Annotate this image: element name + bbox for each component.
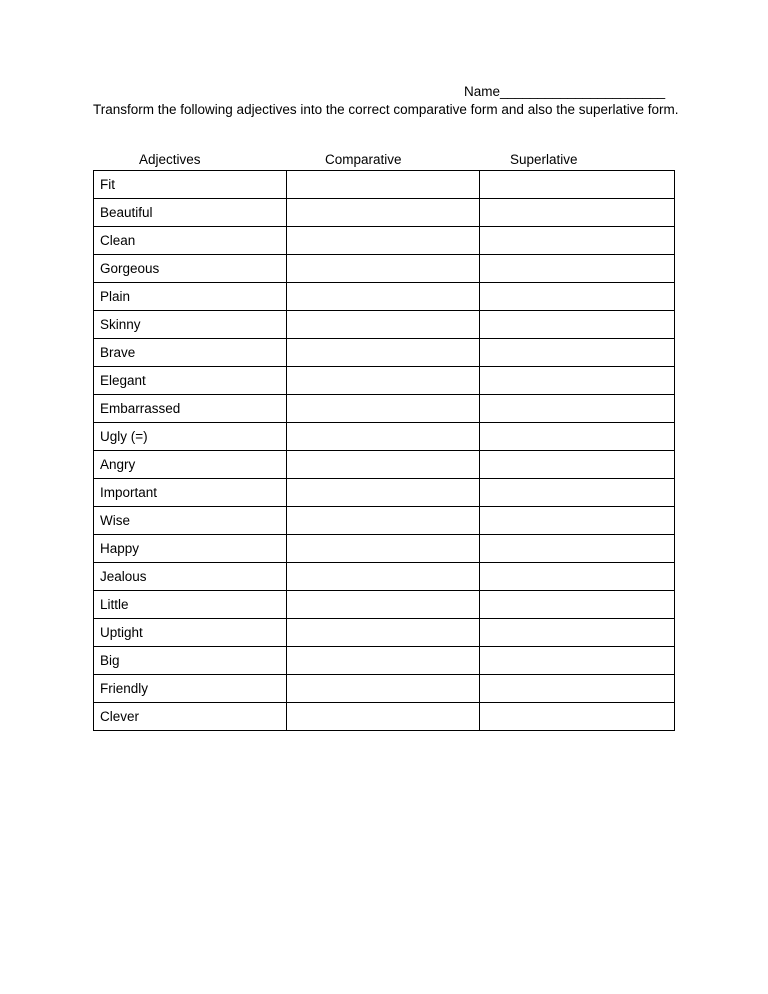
table-row bbox=[94, 423, 675, 451]
comparative-answer-cell[interactable] bbox=[287, 339, 480, 367]
adjective-cell: Happy bbox=[94, 535, 287, 563]
superlative-answer-cell[interactable] bbox=[480, 591, 675, 619]
table-row bbox=[94, 703, 675, 731]
table-row bbox=[94, 255, 675, 283]
comparative-answer-cell[interactable] bbox=[287, 283, 480, 311]
adjective-cell: Clean bbox=[94, 227, 287, 255]
superlative-answer-cell[interactable] bbox=[480, 563, 675, 591]
adjective-cell: Skinny bbox=[94, 311, 287, 339]
table-row bbox=[94, 395, 675, 423]
column-header-superlative: Superlative bbox=[510, 152, 578, 167]
superlative-answer-cell[interactable] bbox=[480, 619, 675, 647]
superlative-answer-cell[interactable] bbox=[480, 311, 675, 339]
adjectives-table bbox=[93, 170, 675, 731]
superlative-answer-cell[interactable] bbox=[480, 283, 675, 311]
table-row bbox=[94, 171, 675, 199]
adjective-cell: Uptight bbox=[94, 619, 287, 647]
table-row bbox=[94, 283, 675, 311]
superlative-answer-cell[interactable] bbox=[480, 535, 675, 563]
instructions-text: Transform the following adjectives into the correct comparative form and also the superlative form. bbox=[93, 102, 679, 117]
comparative-answer-cell[interactable] bbox=[287, 227, 480, 255]
comparative-answer-cell[interactable] bbox=[287, 171, 480, 199]
adjective-cell: Plain bbox=[94, 283, 287, 311]
comparative-answer-cell[interactable] bbox=[287, 591, 480, 619]
comparative-answer-cell[interactable] bbox=[287, 479, 480, 507]
adjective-cell: Angry bbox=[94, 451, 287, 479]
comparative-answer-cell[interactable] bbox=[287, 395, 480, 423]
superlative-answer-cell[interactable] bbox=[480, 507, 675, 535]
comparative-answer-cell[interactable] bbox=[287, 255, 480, 283]
table-row bbox=[94, 535, 675, 563]
superlative-answer-cell[interactable] bbox=[480, 675, 675, 703]
column-header-comparative: Comparative bbox=[325, 152, 402, 167]
superlative-answer-cell[interactable] bbox=[480, 423, 675, 451]
comparative-answer-cell[interactable] bbox=[287, 199, 480, 227]
name-field-label: Name______________________ bbox=[464, 84, 666, 99]
table-row bbox=[94, 311, 675, 339]
adjective-cell: Ugly (=) bbox=[94, 423, 287, 451]
table-row bbox=[94, 675, 675, 703]
comparative-answer-cell[interactable] bbox=[287, 563, 480, 591]
table-row bbox=[94, 199, 675, 227]
adjective-cell: Friendly bbox=[94, 675, 287, 703]
adjective-cell: Elegant bbox=[94, 367, 287, 395]
adjective-cell: Little bbox=[94, 591, 287, 619]
adjective-cell: Brave bbox=[94, 339, 287, 367]
superlative-answer-cell[interactable] bbox=[480, 395, 675, 423]
superlative-answer-cell[interactable] bbox=[480, 339, 675, 367]
table-row bbox=[94, 227, 675, 255]
adjective-cell: Big bbox=[94, 647, 287, 675]
adjective-cell: Embarrassed bbox=[94, 395, 287, 423]
adjective-cell: Gorgeous bbox=[94, 255, 287, 283]
table-row bbox=[94, 647, 675, 675]
comparative-answer-cell[interactable] bbox=[287, 703, 480, 731]
superlative-answer-cell[interactable] bbox=[480, 227, 675, 255]
comparative-answer-cell[interactable] bbox=[287, 619, 480, 647]
table-row bbox=[94, 591, 675, 619]
comparative-answer-cell[interactable] bbox=[287, 367, 480, 395]
comparative-answer-cell[interactable] bbox=[287, 451, 480, 479]
comparative-answer-cell[interactable] bbox=[287, 647, 480, 675]
column-header-adjectives: Adjectives bbox=[139, 152, 201, 167]
table-row bbox=[94, 367, 675, 395]
adjective-cell: Jealous bbox=[94, 563, 287, 591]
superlative-answer-cell[interactable] bbox=[480, 647, 675, 675]
adjective-cell: Fit bbox=[94, 171, 287, 199]
adjective-cell: Wise bbox=[94, 507, 287, 535]
superlative-answer-cell[interactable] bbox=[480, 703, 675, 731]
adjective-cell: Clever bbox=[94, 703, 287, 731]
comparative-answer-cell[interactable] bbox=[287, 675, 480, 703]
table-row bbox=[94, 619, 675, 647]
comparative-answer-cell[interactable] bbox=[287, 535, 480, 563]
table-row bbox=[94, 451, 675, 479]
adjective-cell: Important bbox=[94, 479, 287, 507]
table-row bbox=[94, 563, 675, 591]
superlative-answer-cell[interactable] bbox=[480, 255, 675, 283]
superlative-answer-cell[interactable] bbox=[480, 479, 675, 507]
table-row bbox=[94, 479, 675, 507]
table-row bbox=[94, 507, 675, 535]
superlative-answer-cell[interactable] bbox=[480, 451, 675, 479]
adjective-cell: Beautiful bbox=[94, 199, 287, 227]
table-row bbox=[94, 339, 675, 367]
comparative-answer-cell[interactable] bbox=[287, 507, 480, 535]
superlative-answer-cell[interactable] bbox=[480, 367, 675, 395]
superlative-answer-cell[interactable] bbox=[480, 171, 675, 199]
comparative-answer-cell[interactable] bbox=[287, 423, 480, 451]
column-headers bbox=[93, 152, 674, 170]
superlative-answer-cell[interactable] bbox=[480, 199, 675, 227]
comparative-answer-cell[interactable] bbox=[287, 311, 480, 339]
